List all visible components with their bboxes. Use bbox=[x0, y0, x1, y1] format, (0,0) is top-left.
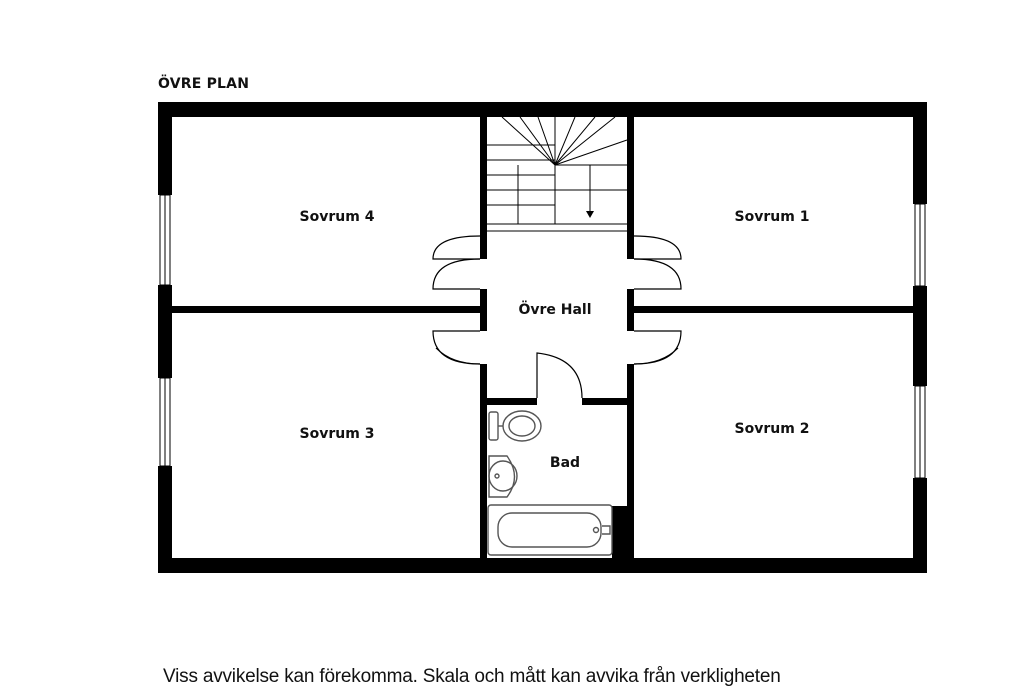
interior-walls bbox=[172, 117, 913, 558]
room-label-sovrum-3: Sovrum 3 bbox=[299, 426, 375, 442]
disclaimer-text: Viss avvikelse kan förekomma. Skala och mått kan avvika från verkligheten bbox=[163, 666, 781, 687]
stair-arrow-icon bbox=[586, 211, 594, 218]
outer-walls bbox=[158, 102, 927, 573]
room-label-bad: Bad bbox=[549, 455, 581, 471]
room-label-sovrum-2: Sovrum 2 bbox=[734, 421, 810, 437]
plan-title: ÖVRE PLAN bbox=[158, 76, 250, 92]
staircase bbox=[487, 117, 627, 231]
bathroom-fixtures bbox=[488, 411, 612, 555]
room-label-ovre-hall: Övre Hall bbox=[518, 302, 592, 318]
room-label-sovrum-4: Sovrum 4 bbox=[299, 209, 375, 225]
room-label-sovrum-1: Sovrum 1 bbox=[734, 209, 810, 225]
windows bbox=[160, 195, 925, 478]
toilet-icon bbox=[489, 412, 498, 440]
